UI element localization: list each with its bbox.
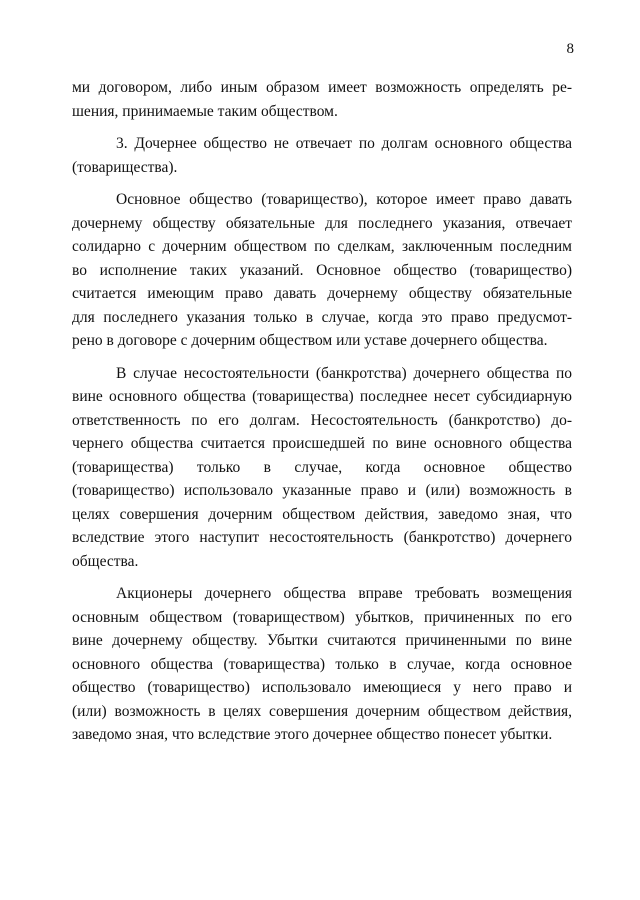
text-line: ответственность по его долгам. Несостоятельность (банкротство) до- bbox=[72, 411, 572, 429]
text-line: (товарищества) только в случае, когда основное общество bbox=[72, 458, 572, 476]
paragraph bbox=[72, 76, 572, 123]
paragraph-gap bbox=[72, 353, 572, 362]
paragraph bbox=[72, 362, 572, 574]
text-line: для последнего указания только в случае, когда это право предусмот- bbox=[72, 308, 572, 326]
text-line: считается имеющим право давать дочернему обществу обязательные bbox=[72, 285, 572, 302]
text-line: Основное общество (товарищество), которое имеет право давать bbox=[116, 191, 572, 208]
text-line: вследствие этого наступит несостоятельность (банкротство) дочернего bbox=[72, 529, 572, 546]
text-line: вине основного общества (товарищества) последнее несет субсидиарную bbox=[72, 388, 572, 405]
text-line: целях совершения дочерним обществом действия, заведомо зная, что bbox=[72, 505, 572, 523]
text-line: основным обществом (товариществом) убытков, причиненных по его bbox=[72, 608, 572, 626]
paragraph-gap bbox=[72, 573, 572, 582]
paragraph bbox=[72, 188, 572, 353]
page-number: 8 bbox=[566, 41, 574, 57]
text-line: (или) возможность в целях совершения дочерним обществом действия, bbox=[72, 702, 572, 720]
text-line: (товарищества). bbox=[72, 158, 178, 176]
text-line: В случае несостоятельности (банкротства) дочернего общества по bbox=[116, 364, 572, 382]
paragraph bbox=[72, 132, 572, 179]
text-line: вине дочернему обществу. Убытки считаются причиненными по вине bbox=[72, 632, 572, 649]
text-line: основного общества (товарищества) только в случае, когда основное bbox=[72, 655, 572, 673]
text-line: во исполнение таких указаний. Основное общество (товарищество) bbox=[72, 261, 572, 279]
paragraph bbox=[72, 582, 572, 747]
text-line: рено в договоре с дочерним обществом или уставе дочернего общества. bbox=[72, 332, 548, 349]
text-line: (товарищество) использовало указанные право и (или) возможность в bbox=[72, 482, 572, 499]
text-line: Акционеры дочернего общества вправе требовать возмещения bbox=[116, 585, 572, 602]
paragraph-gap bbox=[72, 179, 572, 188]
text-line: общество (товарищество) использовало имеющиеся у него право и bbox=[72, 679, 572, 696]
text-line: общества. bbox=[72, 552, 139, 570]
text-line: шения, принимаемые таким обществом. bbox=[72, 102, 338, 120]
paragraph-gap bbox=[72, 123, 572, 132]
text-line: заведомо зная, что вследствие этого дочернее общество понесет убытки. bbox=[72, 726, 553, 743]
text-line: ми договором, либо иным образом имеет возможность определять ре- bbox=[72, 79, 572, 96]
document-body bbox=[72, 76, 572, 747]
text-line: чернего общества считается происшедшей по вине основного общества bbox=[72, 435, 572, 452]
text-line: 3. Дочернее общество не отвечает по долгам основного общества bbox=[116, 135, 572, 152]
text-line: дочернему обществу обязательные для последнего указания, отвечает bbox=[72, 214, 572, 232]
text-line: солидарно с дочерним обществом по сделкам, заключенным последним bbox=[72, 238, 572, 255]
